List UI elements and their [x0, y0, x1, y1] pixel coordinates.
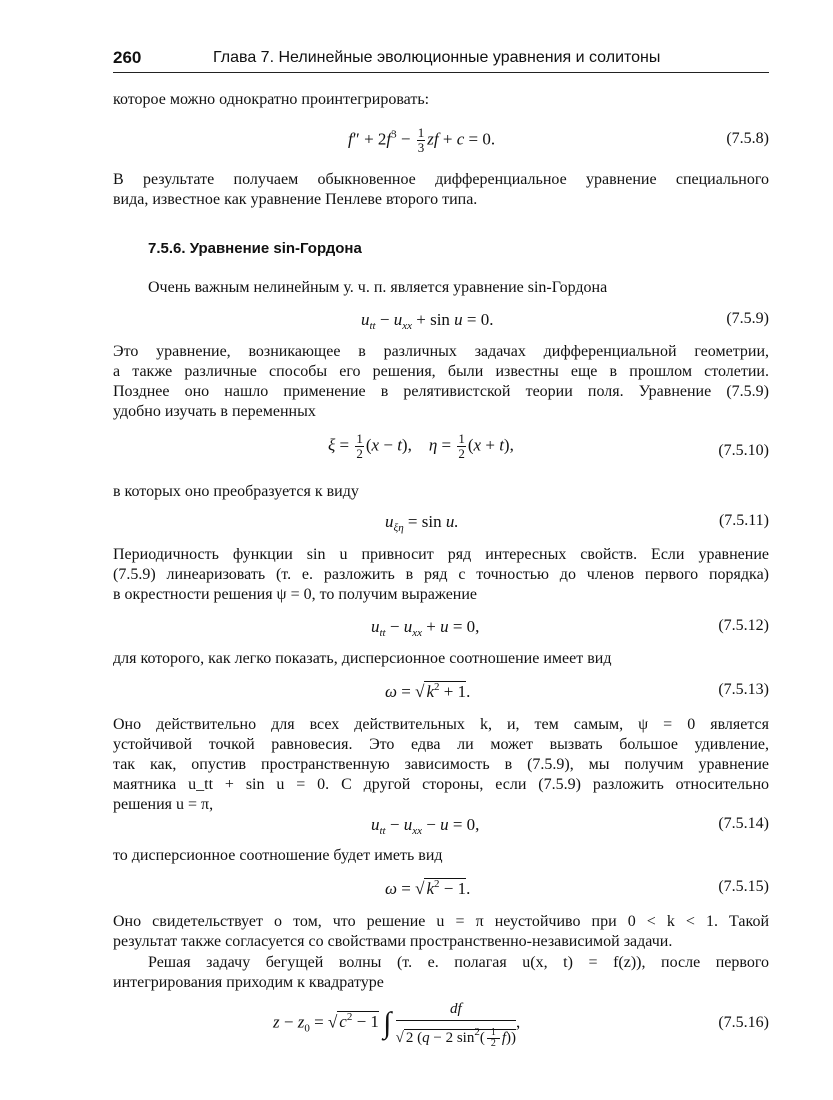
paragraph-transform: в которых оно преобразуется к виду [113, 483, 359, 500]
paragraph-periodicity: Периодичность функции sin u привносит ряд интересных свойств. Если уравнение (7.5.9) линеаризовать (т. е. разложить в ряд с точностью до членов первого порядка) в окрестности решения ψ = 0, то получим выражение [113, 546, 769, 603]
equation-number: (7.5.10) [718, 442, 769, 459]
equation-7-5-10: ξ = $\frac{1}{2}$ (x − t), η = $\frac{1}{2}$ (x + t), (7.5.10) [328, 431, 769, 461]
equation-number: (7.5.8) [726, 130, 769, 147]
equation-7-5-9: $u_{tt} - u_{xx} + \sin u = 0$. (7.5.9) [361, 310, 769, 332]
paragraph-instability: Оно свидетельствует о том, что решение u = π неустойчиво при 0 < k < 1. Такой результат также согласуется со свойствами пространственно-независимой задачи. [113, 913, 769, 950]
equation-7-5-12: $u_{tt} - u_{xx} + u = 0$, (7.5.12) [371, 617, 769, 639]
equation-7-5-8: $f'' + 2f^3$ − $\frac{1}{3}$ zf + c = 0. (7.5.8) [348, 125, 769, 155]
page-number: 260 [113, 48, 142, 67]
paragraph-geometry: Это уравнение, возникающее в различных задачах дифференциальной геометрии, а также различные способы его решения, были известны еще в прошлом столетии. Позднее оно нашло применение в релятивистской теории поля. Уравнение (7.5.9) удобно изучать в переменных [113, 343, 769, 420]
chapter-title: Глава 7. Нелинейные эволюционные уравнения и солитоны [213, 49, 661, 66]
equation-number: (7.5.13) [718, 681, 769, 698]
paragraph-dispersion-2: то дисперсионное соотношение будет иметь вид [113, 847, 443, 864]
section-title: 7.5.6. Уравнение sin-Гордона [148, 240, 362, 257]
equation-number: (7.5.11) [718, 512, 769, 529]
equation-number: (7.5.16) [718, 1014, 769, 1031]
paragraph-dispersion: для которого, как легко показать, дисперсионное соотношение имеет вид [113, 650, 612, 667]
equation-number: (7.5.12) [718, 617, 769, 634]
paragraph-intro: которое можно однократно проинтегрировать: [113, 91, 430, 108]
equation-7-5-16: $z - z_0$ = √ $c^2 - 1$ ∫ df √ 2 (q − 2 $\sin^2$( $\frac{1}{2}$ f)) , (7.5.16) [113, 998, 769, 1058]
page-header [113, 46, 769, 73]
equation-7-5-14: $u_{tt} - u_{xx} - u = 0$, (7.5.14) [371, 815, 769, 837]
equation-7-5-15: ω = √ $k^2 - 1$. (7.5.15) [385, 878, 769, 898]
paragraph-sine-gordon: Очень важным нелинейным у. ч. п. является уравнение sin-Гордона [148, 279, 608, 296]
equation-number: (7.5.14) [718, 815, 769, 832]
paragraph-traveling-wave: Решая задачу бегущей волны (т. е. полагая u(x, t) = f(z)), после первого интегрирования приходим к квадратуре [113, 954, 769, 991]
paragraph-painleve: В результате получаем обыкновенное дифференциальное уравнение специального вида, известное как уравнение Пенлеве второго типа. [113, 171, 769, 208]
paragraph-stability: Оно действительно для всех действительных k, и, тем самым, ψ = 0 является устойчивой точкой равновесия. Это едва ли может вызвать большое удивление, так как, опустив пространственную зависимость в (7.5.9), мы получим уравнение маятника u_tt + sin u = 0. С другой стороны, если (7.5.9) разложить относительно решения u = π, [113, 716, 769, 813]
equation-7-5-11: $u_{\xi\eta} = \sin u$. (7.5.11) [385, 512, 769, 534]
equation-7-5-13: ω = √ $k^2 + 1$. (7.5.13) [385, 681, 769, 701]
equation-number: (7.5.9) [726, 310, 769, 327]
equation-number: (7.5.15) [718, 878, 769, 895]
